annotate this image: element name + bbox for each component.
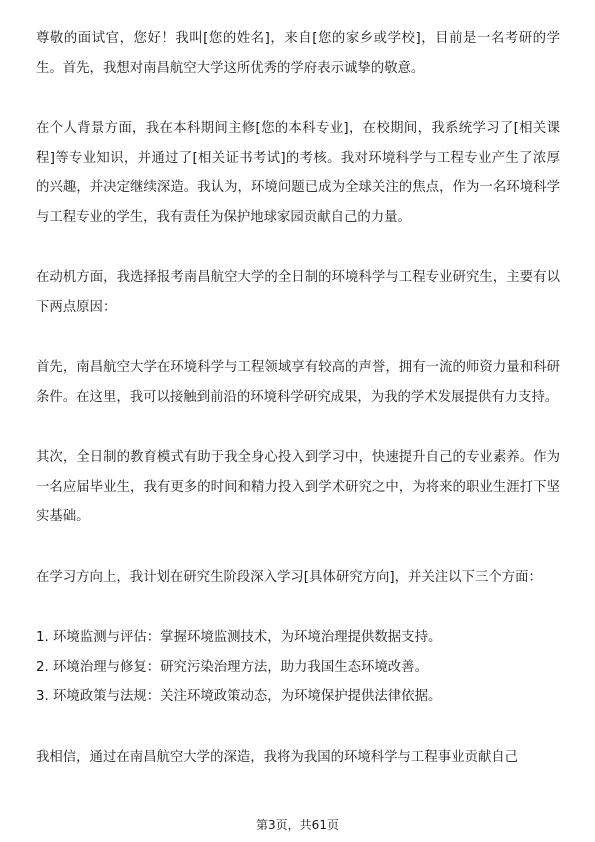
- page-number: 第3页，共61页: [256, 818, 339, 832]
- paragraph-motivation: 在动机方面，我选择报考南昌航空大学的全日制的环境科学与工程专业研究生，主要有以下两点原因：: [36, 270, 560, 315]
- paragraph-reason-first: 首先，南昌航空大学在环境科学与工程领域享有较高的声誉，拥有一流的师资力量和科研条件。在这里，我可以接触到前沿的环境科学研究成果，为我的学术发展提供有力支持。: [36, 360, 560, 405]
- list-item: 3. 环境政策与法规：关注环境政策动态，为环境保护提供法律依据。: [36, 689, 442, 704]
- paragraph-background: 在个人背景方面，我在本科期间主修[您的本科专业]，在校期间，我系统学习了[相关课程]等专业知识，并通过了[相关证书考试]的考核。我对环境科学与工程专业产生了浓厚的兴趣，并决定继续深造。我认为，环境问题已成为全球关注的焦点，作为一名环境科学与工程专业的学生，我有责任为保护地球家园贡献自己的力量。: [36, 121, 560, 225]
- study-focus-list: [36, 623, 560, 712]
- paragraph-closing: 我相信，通过在南昌航空大学的深造，我将为我国的环境科学与工程事业贡献自己: [36, 749, 519, 765]
- paragraph-study-direction: 在学习方向上，我计划在研究生阶段深入学习[具体研究方向]，并关注以下三个方面：: [36, 569, 542, 585]
- list-item: 2. 环境治理与修复：研究污染治理方法，助力我国生态环境改善。: [36, 659, 428, 675]
- list-item: 1. 环境监测与评估：掌握环境监测技术，为环境治理提供数据支持。: [36, 630, 442, 645]
- paragraph-greeting: 尊敬的面试官，您好！我叫[您的姓名]，来自[您的家乡或学校]，目前是一名考研的学生。首先，我想对南昌航空大学这所优秀的学府表示诚挚的敬意。: [36, 31, 560, 76]
- paragraph-reason-second: 其次，全日制的教育模式有助于我全身心投入到学习中，快速提升自己的专业素养。作为一名应届毕业生，我有更多的时间和精力投入到学术研究之中，为将来的职业生涯打下坚实基础。: [36, 450, 560, 524]
- document-body: [36, 24, 560, 803]
